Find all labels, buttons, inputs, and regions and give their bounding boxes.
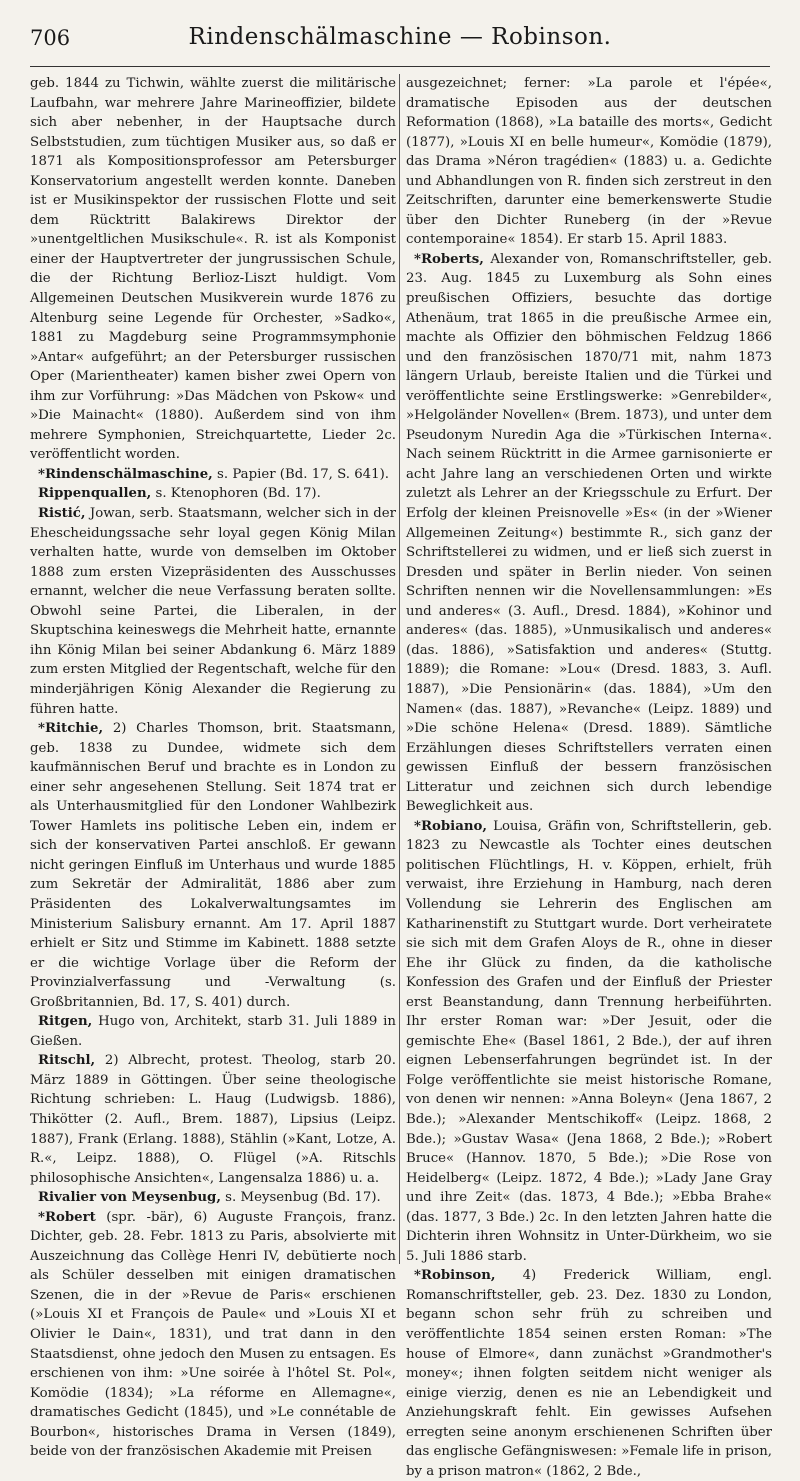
entry-text: 4) Frederick William, engl. Romanschriftsteller, geb. 23. Dez. 1830 zu London, begann schon sehr früh zu schreiben und veröffentlichte 1854 seinen ersten Roman: »The house of Elmore«, dann zunächst »Grandmother's money«; ihnen folgten seitdem nicht weniger als einige vierzig, denen es nie an Lebendigkeit und Anziehungskraft fehlt. Ein gewisses Aufsehen erregten seine anonym erschienenen Schriften über das englische Gefängniswesen: »Female life in prison, by a prison matron« (1862, 2 Bde., — [406, 1268, 772, 1479]
dictionary-entry — [30, 504, 396, 719]
entry-text: Jowan, serb. Staatsmann, welcher sich in der Ehescheidungssache sehr loyal gegen König Milan verhalten hatte, wurde von demselben im Oktober 1888 zum ersten Vizepräsidenten des Ausschusses ernannt, welcher die neue Verfassung beraten sollte. Obwohl seine Partei, die Liberalen, in der Skuptschina keineswegs die Mehrheit hatte, ernannte ihn König Milan bei seiner Abdankung 6. März 1889 zum ersten Mitglied der Regentschaft, welche für den minderjährigen König Alexander die Regierung zu führen hatte. — [30, 506, 396, 717]
entry-text: s. Ktenophoren (Bd. 17). — [151, 486, 321, 502]
dictionary-entry — [30, 74, 396, 465]
dictionary-entry — [30, 1188, 396, 1208]
dictionary-entry — [406, 817, 772, 1267]
right-column — [406, 74, 772, 1481]
left-column — [30, 74, 396, 1462]
dictionary-entry — [30, 465, 396, 485]
dictionary-entry — [406, 74, 772, 250]
entry-headword: *Roberts, — [414, 251, 484, 267]
entry-text: Alexander von, Romanschriftsteller, geb. 23. Aug. 1845 zu Luxemburg als Sohn eines preußischen Offiziers, besuchte das dortige Athenäum, trat 1865 in die preußische Armee ein, machte als Offizier den böhmischen Feldzug 1866 und den französischen 1870/71 mit, nahm 1873 längern Urlaub, bereiste Italien und die Türkei und veröffentlichte seine Erstlingswerke: »Genrebilder«, »Helgoländer Novellen« (Brem. 1873), und unter dem Pseudonym Nuredin Aga die »Türkischen Interna«. Nach seinem Rücktritt in die Armee garnisonierte er acht Jahre lang an verschiedenen Orten und wirkte zuletzt als Lehrer an der Kriegsschule zu Erfurt. Der Erfolg der kleinen Preisnovelle »Es« (in der »Wiener Allgemeinen Zeitung«) bestimmte R., sich ganz der Schriftstellerei zu widmen, und er ließ sich zuerst in Dresden und später in Berlin nieder. Von seinen Schriften nennen wir die Novellensammlungen: »Es und anderes« (3. Aufl., Dresd. 1884), »Kohinor und anderes« (das. 1885), »Unmusikalisch und anderes« (das. 1886), »Satisfaktion und anderes« (Stuttg. 1889); die Romane: »Lou« (Dresd. 1883, 3. Aufl. 1887), »Die Pensionärin« (das. 1884), »Um den Namen« (das. 1887), »Revanche« (Leipz. 1889) und »Die schöne Helena« (Dresd. 1889). Sämtliche Erzählungen dieses Schriftstellers verraten einen gewissen Einfluß der bessern französischen Litteratur und zeichnen sich durch lebendige Beweglichkeit aus. — [406, 251, 772, 815]
entry-headword: Ritschl, — [38, 1053, 96, 1069]
entry-text: 2) Charles Thomson, brit. Staatsmann, geb. 1838 zu Dundee, widmete sich dem kaufmännischen Beruf und brachte es in London zu einer sehr angesehenen Stellung. Seit 1874 trat er als Unterhausmitglied für den Londoner Wahlbezirk Tower Hamlets ins politische Leben ein, indem er sich der konservativen Partei anschloß. Er gewann nicht geringen Einfluß im Unterhaus und wurde 1885 zum Sekretär der Admiralität, 1886 aber zum Präsidenten des Lokalverwaltungsamtes im Ministerium Salisbury ernannt. Am 17. April 1887 erhielt er Sitz und Stimme im Kabinett. 1888 setzte er die wichtige Vorlage über die Reform der Provinzialverfassung und -Verwaltung (s. Großbritannien, Bd. 17, S. 401) durch. — [30, 721, 396, 1010]
dictionary-entry — [30, 1208, 396, 1462]
dictionary-entry — [30, 484, 396, 504]
page-number: 706 — [30, 26, 71, 50]
entry-headword: Ristić, — [38, 506, 86, 522]
entry-headword: Rippenquallen, — [38, 486, 152, 502]
dictionary-entry — [406, 1266, 772, 1481]
dictionary-entry — [30, 1051, 396, 1188]
dictionary-entry — [406, 250, 772, 817]
entry-headword: *Rindenschälmaschine, — [38, 466, 213, 482]
entry-headword: Rivalier von Meysenbug, — [38, 1190, 221, 1206]
entry-text: 2) Albrecht, protest. Theolog, starb 20. März 1889 in Göttingen. Über seine theologische Richtung schrieben: L. Haug (Ludwigsb. 1886), Thikötter (2. Aufl., Brem. 1887), Lipsius (Leipz. 1887), Frank (Erlang. 1888), Stählin (»Kant, Lotze, A. R.«, Leipz. 1888), O. Flügel (»A. Ritschls philosophische Ansichten«, Langensalza 1886) u. a. — [30, 1053, 396, 1186]
entry-headword: *Robert — [38, 1209, 96, 1225]
entry-text: geb. 1844 zu Tichwin, wählte zuerst die militärische Laufbahn, war mehrere Jahre Marineoffizier, bildete sich aber nebenher, in der Hauptsache durch Selbststudien, zum tüchtigen Musiker aus, so daß er 1871 als Kompositionsprofessor am Petersburger Konservatorium angestellt werden konnte. Daneben ist er Musikinspektor der russischen Flotte und seit dem Rücktritt Balakirews Direktor der »unentgeltlichen Musikschule«. R. ist als Komponist einer der Hauptvertreter der jungrussischen Schule, die der Richtung Berlioz-Liszt huldigt. Vom Allgemeinen Deutschen Musikverein wurde 1876 zu Altenburg seine Legende für Orchester, »Sadko«, 1881 zu Magdeburg seine Programmsymphonie »Antar« aufgeführt; an der Petersburger russischen Oper (Marientheater) kamen bisher zwei Opern von ihm zur Vorführung: »Das Mädchen von Pskow« und »Die Mainacht« (1880). Außerdem sind von ihm mehrere Symphonien, Streichquartette, Lieder 2c. veröffentlicht worden. — [30, 76, 396, 463]
entry-text: (spr. -bär), 6) Auguste François, franz. Dichter, geb. 28. Febr. 1813 zu Paris, absolvierte mit Auszeichnung das Collège Henri IV, debütierte noch als Schüler desselben mit einigen dramatischen Szenen, die in der »Revue de Paris« erschienen (»Louis XI et François de Paule« und »Louis XI et Olivier le Dain«, 1831), und trat dann in den Staatsdienst, ohne jedoch den Musen zu entsagen. Es erschienen von ihm: »Une soirée à l'hôtel St. Pol«, Komödie (1834); »La réforme en Allemagne«, dramatisches Gedicht (1845), und »Le connétable de Bourbon«, historisches Drama in Versen (1849), beide von der französischen Akademie mit Preisen — [30, 1209, 396, 1460]
entry-text: ausgezeichnet; ferner: »La parole et l'épée«, dramatische Episoden aus der deutschen Reformation (1868), »La bataille des morts«, Gedicht (1877), »Louis XI en belle humeur«, Komödie (1879), das Drama »Néron tragédien« (1883) u. a. Gedichte und Abhandlungen von R. finden sich zerstreut in den Zeitschriften, darunter eine bemerkenswerte Studie über den Dichter Runeberg (in der »Revue contemporaine« 1854). Er starb 15. April 1883. — [406, 76, 772, 248]
column-divider — [399, 74, 400, 1264]
running-title: Rindenschälmaschine — Robinson. — [188, 24, 612, 50]
entry-headword: Ritgen, — [38, 1014, 93, 1030]
entry-headword: *Robinson, — [414, 1268, 496, 1284]
dictionary-entry — [30, 719, 396, 1012]
entry-text: s. Meysenbug (Bd. 17). — [220, 1190, 381, 1206]
entry-headword: *Robiano, — [414, 818, 488, 834]
page-header — [30, 22, 770, 58]
entry-text: Hugo von, Architekt, starb 31. Juli 1889 in Gießen. — [30, 1014, 396, 1049]
entry-text: s. Papier (Bd. 17, S. 641). — [212, 466, 389, 482]
dictionary-entry — [30, 1012, 396, 1051]
header-rule — [30, 66, 770, 67]
entry-text: Louisa, Gräfin von, Schriftstellerin, geb. 1823 zu Newcastle als Tochter eines deutschen politischen Flüchtlings, H. v. Köppen, erhielt, früh verwaist, ihre Erziehung in Hamburg, nach deren Vollendung sie Lehrerin des Englischen am Katharinenstift zu Stuttgart wurde. Dort verheiratete sie sich mit dem Grafen Aloys de R., ohne in dieser Ehe ihr Glück zu finden, da die katholische Konfession des Grafen und der Einfluß der Priester erst Beanstandung, dann Trennung herbeiführten. Ihr erster Roman war: »Der Jesuit, oder die gemischte Ehe« (Basel 1861, 2 Bde.), der auf ihren eignen Lebenserfahrungen begründet ist. In der Folge veröffentlichte sie meist historische Romane, von denen wir nennen: »Anna Boleyn« (Jena 1867, 2 Bde.); »Alexander Mentschikoff« (Leipz. 1868, 2 Bde.); »Gustav Wasa« (Jena 1868, 2 Bde.); »Robert Bruce« (Hannov. 1870, 5 Bde.); »Die Rose von Heidelberg« (Leipz. 1872, 4 Bde.); »Lady Jane Gray und ihre Zeit« (das. 1873, 4 Bde.); »Ebba Brahe« (das. 1877, 3 Bde.) 2c. In den letzten Jahren hatte die Dichterin ihren Wohnsitz in Unter-Dürkheim, wo sie 5. Juli 1886 starb. — [406, 818, 772, 1264]
entry-headword: *Ritchie, — [38, 721, 104, 737]
